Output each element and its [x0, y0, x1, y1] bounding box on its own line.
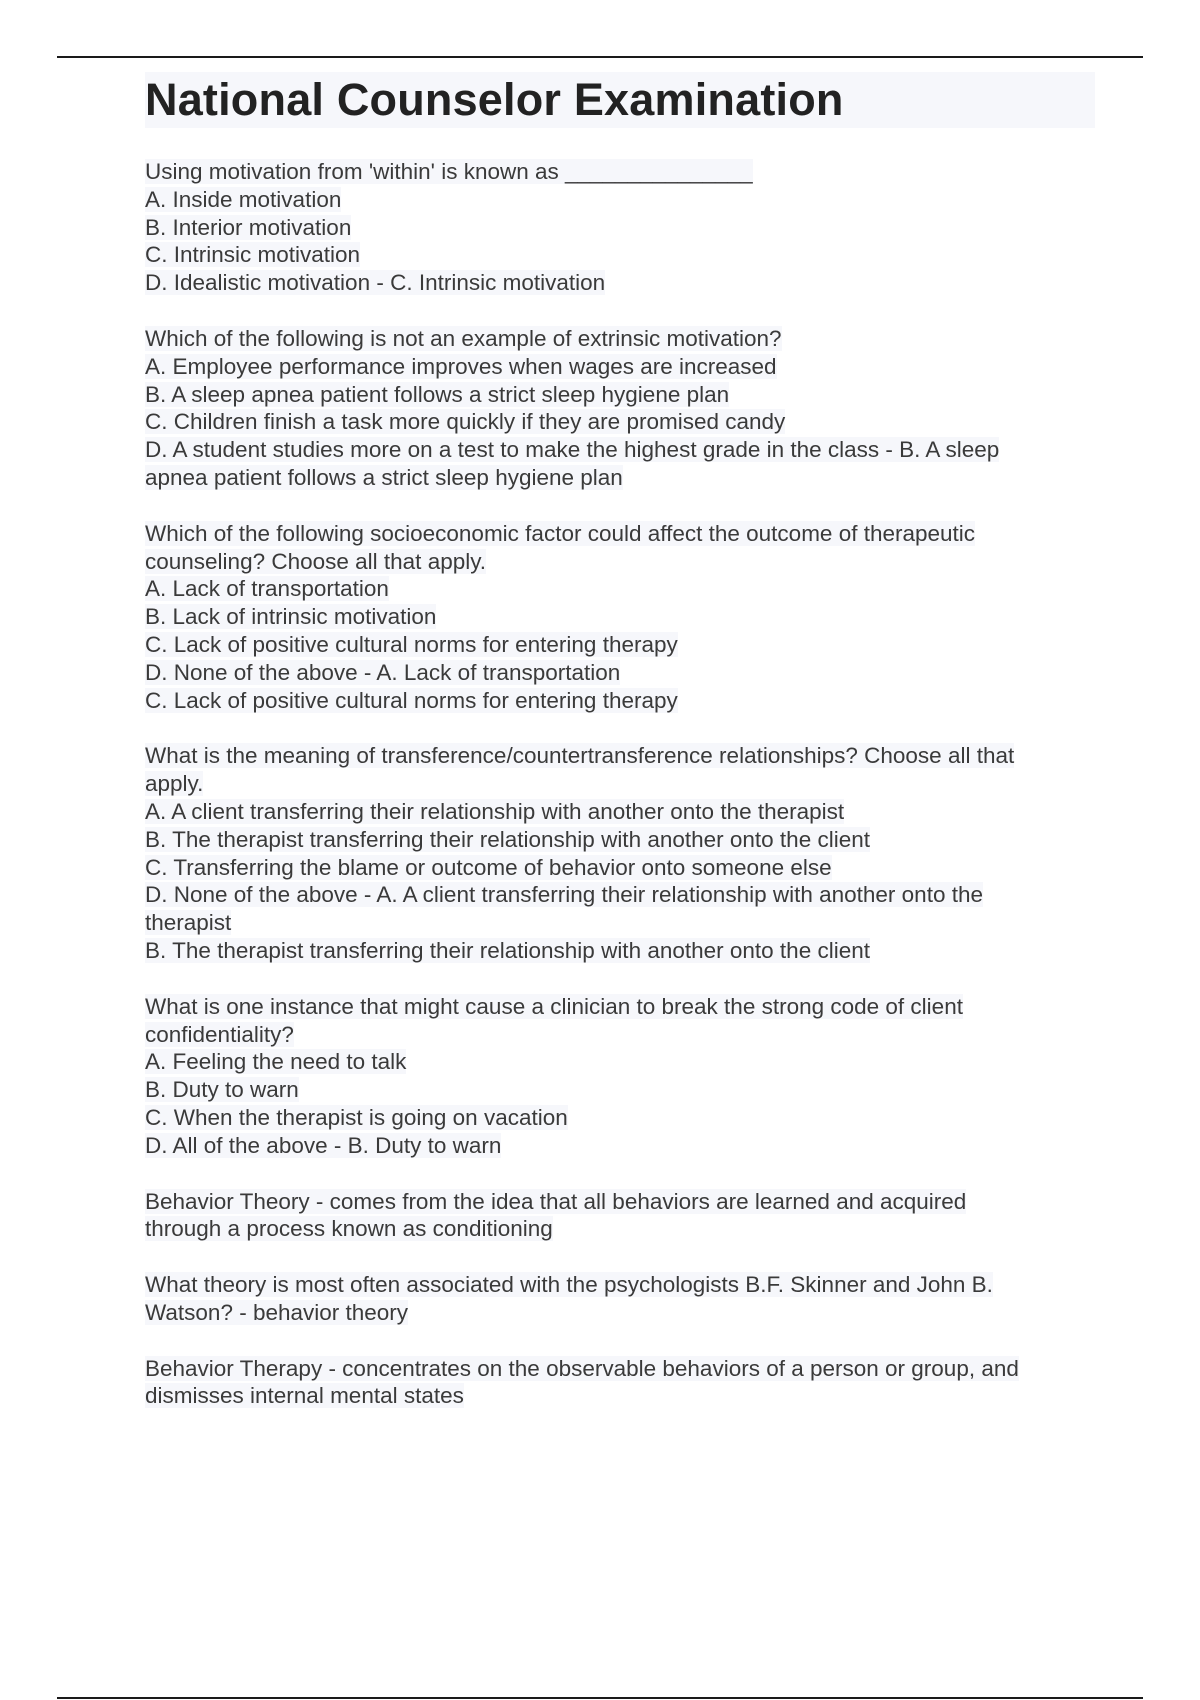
qa-entry	[145, 993, 1095, 1160]
entry-line	[145, 631, 1095, 659]
entry-line-text: D. Idealistic motivation - C. Intrinsic motivation	[145, 270, 606, 296]
qa-entry	[145, 325, 1095, 492]
document-body	[145, 72, 1095, 1438]
entry-line-text: B. Lack of intrinsic motivation	[145, 604, 437, 630]
entry-line-text: D. None of the above - A. A client transferring their relationship with another onto the	[145, 882, 983, 908]
entry-line	[145, 436, 1095, 464]
entry-line	[145, 909, 1095, 937]
entry-line-text: What is the meaning of transference/countertransference relationships? Choose all that	[145, 743, 1015, 769]
entry-line-text: Behavior Theory - comes from the idea that all behaviors are learned and acquired	[145, 1188, 967, 1214]
entry-line	[145, 603, 1095, 631]
entry-line	[145, 158, 1095, 186]
entry-line-text: What theory is most often associated with the psychologists B.F. Skinner and John B.	[145, 1272, 993, 1298]
entry-line-text: A. Inside motivation	[145, 186, 342, 212]
entry-line	[145, 1104, 1095, 1132]
entry-line-text: A. Lack of transportation	[145, 576, 389, 602]
entry-line-text: A. Feeling the need to talk	[145, 1049, 407, 1075]
qa-entry	[145, 1271, 1095, 1327]
qa-entry	[145, 1188, 1095, 1244]
entry-line	[145, 659, 1095, 687]
entry-line	[145, 1132, 1095, 1160]
entry-line	[145, 770, 1095, 798]
entry-line	[145, 408, 1095, 436]
entry-line	[145, 1382, 1095, 1410]
entry-line-text: C. When the therapist is going on vacation	[145, 1104, 568, 1130]
entry-line	[145, 548, 1095, 576]
entry-line	[145, 214, 1095, 242]
entry-line-text: D. None of the above - A. Lack of transportation	[145, 659, 621, 685]
entry-line-text: D. All of the above - B. Duty to warn	[145, 1132, 502, 1158]
entry-line-text: D. A student studies more on a test to make the highest grade in the class - B. A sleep	[145, 437, 1000, 463]
entry-line-text: Watson? - behavior theory	[145, 1299, 409, 1325]
document-title: National Counselor Examination	[145, 72, 1095, 128]
entry-line	[145, 1048, 1095, 1076]
entry-line-text: C. Lack of positive cultural norms for entering therapy	[145, 687, 678, 713]
entry-line	[145, 241, 1095, 269]
entry-line-text: C. Lack of positive cultural norms for entering therapy	[145, 631, 678, 657]
entry-line	[145, 464, 1095, 492]
qa-entry	[145, 520, 1095, 715]
entry-line	[145, 826, 1095, 854]
entry-line-text: Behavior Therapy - concentrates on the observable behaviors of a person or group, and	[145, 1355, 1019, 1381]
entry-line	[145, 353, 1095, 381]
entry-line-text: B. A sleep apnea patient follows a strict sleep hygiene plan	[145, 381, 730, 407]
entry-line	[145, 381, 1095, 409]
entry-line-text: Which of the following is not an example of extrinsic motivation?	[145, 325, 782, 351]
entry-line	[145, 1355, 1095, 1383]
qa-entry	[145, 1355, 1095, 1411]
entry-line-text: C. Intrinsic motivation	[145, 242, 361, 268]
entry-line	[145, 937, 1095, 965]
entry-line	[145, 687, 1095, 715]
entry-line	[145, 1215, 1095, 1243]
entry-line	[145, 269, 1095, 297]
top-rule	[57, 56, 1143, 58]
entry-line-text: A. A client transferring their relationship with another onto the therapist	[145, 798, 845, 824]
entry-line-text: What is one instance that might cause a clinician to break the strong code of client	[145, 993, 963, 1019]
entry-line-text: B. The therapist transferring their relationship with another onto the client	[145, 826, 870, 852]
entry-line-text: B. The therapist transferring their relationship with another onto the client	[145, 937, 870, 963]
qa-entry	[145, 158, 1095, 297]
entry-line	[145, 854, 1095, 882]
qa-entry	[145, 742, 1095, 964]
entry-line-text: confidentiality?	[145, 1021, 294, 1047]
entry-line	[145, 881, 1095, 909]
entry-line	[145, 993, 1095, 1021]
entry-list	[145, 158, 1095, 1410]
entry-line-text: therapist	[145, 910, 232, 936]
entry-line-text: Which of the following socioeconomic factor could affect the outcome of therapeutic	[145, 520, 976, 546]
entry-line-text: B. Interior motivation	[145, 214, 352, 240]
entry-line-text: counseling? Choose all that apply.	[145, 548, 487, 574]
entry-line	[145, 1271, 1095, 1299]
entry-line	[145, 1188, 1095, 1216]
entry-line-text: dismisses internal mental states	[145, 1383, 464, 1409]
entry-line	[145, 742, 1095, 770]
entry-line-text: C. Children finish a task more quickly if they are promised candy	[145, 409, 786, 435]
entry-line-text: C. Transferring the blame or outcome of behavior onto someone else	[145, 854, 832, 880]
entry-line	[145, 325, 1095, 353]
entry-line-text: Using motivation from 'within' is known as _______________	[145, 159, 753, 184]
entry-line-text: apply.	[145, 771, 204, 797]
entry-line	[145, 520, 1095, 548]
entry-line	[145, 575, 1095, 603]
entry-line	[145, 1076, 1095, 1104]
entry-line-text: through a process known as conditioning	[145, 1216, 553, 1242]
bottom-rule	[57, 1697, 1143, 1699]
entry-line	[145, 798, 1095, 826]
entry-line-text: apnea patient follows a strict sleep hygiene plan	[145, 464, 623, 490]
entry-line	[145, 186, 1095, 214]
entry-line-text: A. Employee performance improves when wages are increased	[145, 353, 777, 379]
entry-line	[145, 1021, 1095, 1049]
entry-line	[145, 1299, 1095, 1327]
entry-line-text: B. Duty to warn	[145, 1077, 299, 1103]
